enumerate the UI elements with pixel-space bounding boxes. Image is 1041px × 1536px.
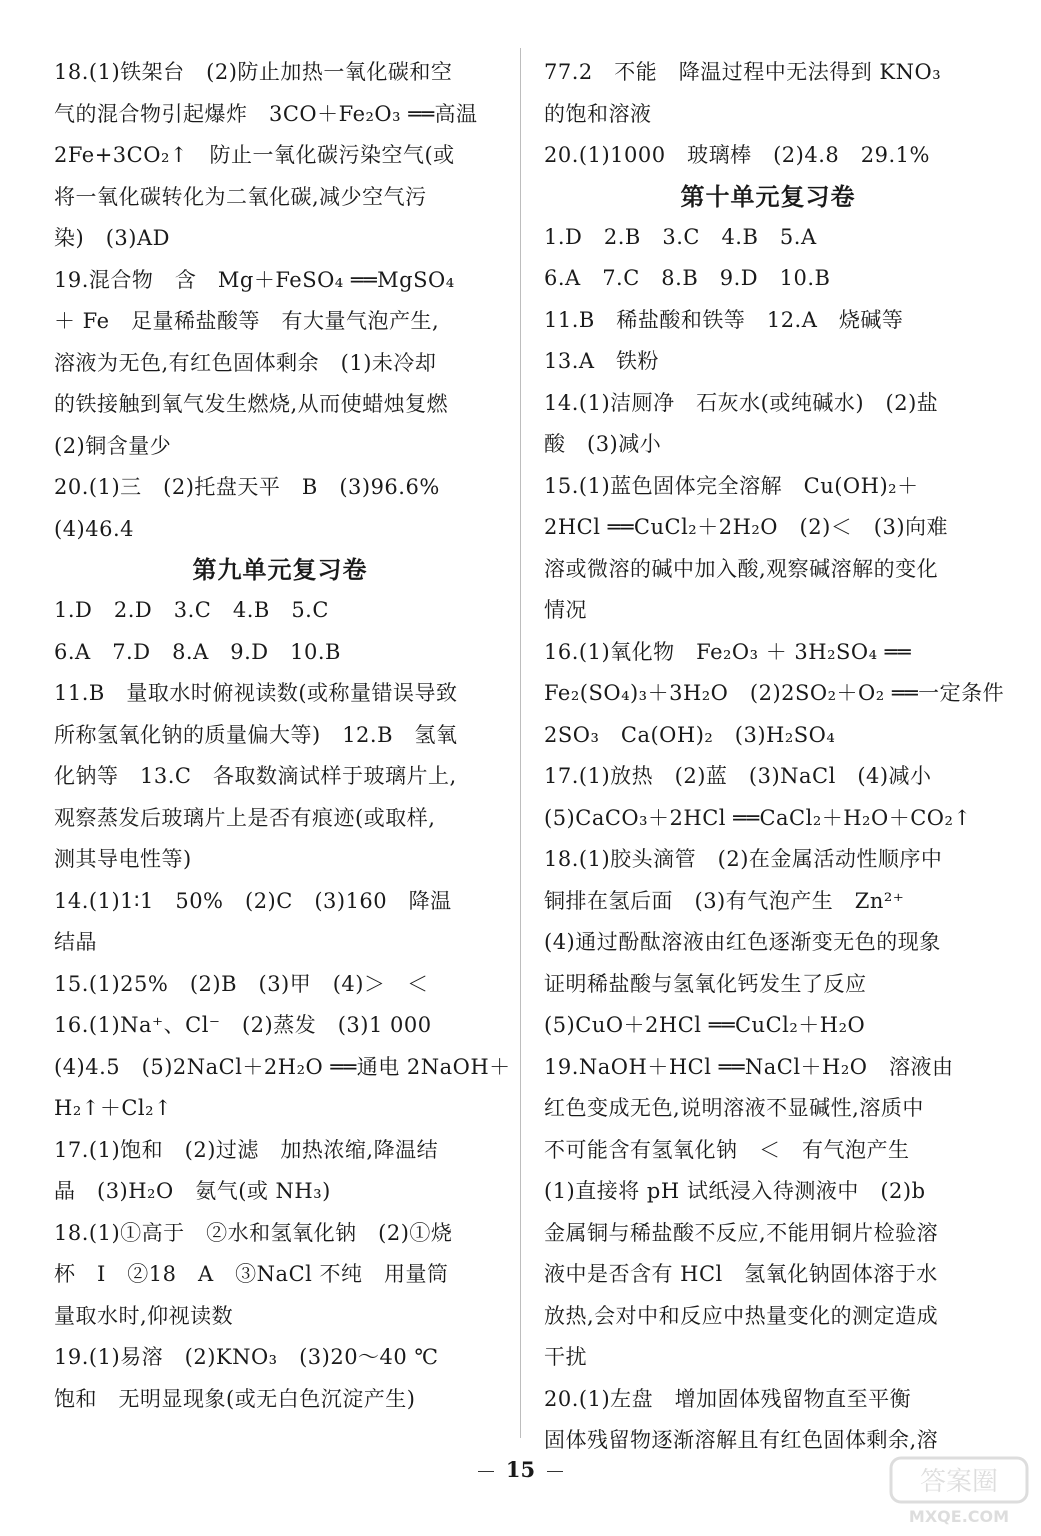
left-answers-unit8 [54, 52, 506, 550]
answer-line: (5)CuO＋2HCl ══CuCl₂＋H₂O [544, 1013, 866, 1037]
answer-line: 15.(1)25% (2)B (3)甲 (4)＞ ＜ [54, 971, 429, 996]
answer-line: 的铁接触到氧气发生燃烧,从而使蜡烛复燃 [54, 392, 449, 416]
answer-line: (4)4.5 (5)2NaCl＋2H₂O ══通电 2NaOH＋ [54, 1054, 511, 1079]
answer-line: 结晶 [54, 930, 97, 954]
answer-line: 测其导电性等) [54, 847, 192, 871]
answer-line: 17.(1)放热 (2)蓝 (3)NaCl (4)减小 [544, 764, 932, 788]
answer-line: 1.D 2.D 3.C 4.B 5.C [54, 598, 329, 622]
answer-line: 16.(1)Na⁺、Cl⁻ (2)蒸发 (3)1 000 [54, 1013, 432, 1037]
answer-line: 6.A 7.D 8.A 9.D 10.B [54, 639, 341, 664]
answer-line: 6.A 7.C 8.B 9.D 10.B [544, 266, 831, 290]
right-answers-unit9-cont [544, 52, 992, 177]
answer-line: 19.NaOH＋HCl ══NaCl＋H₂O 溶液由 [544, 1054, 954, 1079]
answer-line: (5)CaCO₃＋2HCl ══CaCl₂＋H₂O＋CO₂↑ [544, 805, 972, 830]
answer-line: 固体残留物逐渐溶解且有红色固体剩余,溶 [544, 1428, 939, 1452]
answer-line: 11.B 量取水时俯视读数(或称量错误导致 [54, 681, 458, 705]
answer-line: 气的混合物引起爆炸 3CO＋Fe₂O₃ ══高温 [54, 101, 478, 126]
answer-line: 酸 (3)减小 [544, 432, 662, 456]
answer-line: 2Fe+3CO₂↑ 防止一氧化碳污染空气(或 [54, 143, 455, 167]
watermark-text: 答案圈 [919, 1467, 999, 1497]
answer-line: 77.2 不能 降温过程中无法得到 KNO₃ [544, 60, 942, 84]
answer-line: 18.(1)铁架台 (2)防止加热一氧化碳和空 [54, 60, 453, 84]
answer-line: 证明稀盐酸与氢氧化钙发生了反应 [544, 971, 867, 996]
answer-line: 19.(1)易溶 (2)KNO₃ (3)20～40 ℃ [54, 1345, 439, 1369]
answer-line: 18.(1)①高于 ②水和氢氧化钠 (2)①烧 [54, 1220, 453, 1245]
answer-line: 19.混合物 含 Mg＋FeSO₄ ══MgSO₄ [54, 267, 455, 292]
answer-line: 晶 (3)H₂O 氨气(或 NH₃) [54, 1179, 331, 1203]
answer-line: 18.(1)胶头滴管 (2)在金属活动性顺序中 [544, 847, 943, 871]
answer-line: H₂↑＋Cl₂↑ [54, 1096, 173, 1120]
answer-line: 13.A 铁粉 [544, 349, 660, 373]
page-number-footer [0, 1457, 1041, 1482]
answer-line: 17.(1)饱和 (2)过滤 加热浓缩,降温结 [54, 1137, 439, 1162]
answer-line: 溶液为无色,有红色固体剩余 (1)未冷却 [54, 350, 437, 375]
answer-line: 所称氢氧化钠的质量偏大等) 12.B 氢氧 [54, 722, 458, 747]
answer-line: 饱和 无明显现象(或无白色沉淀产生) [54, 1386, 416, 1411]
column-divider [520, 48, 521, 1438]
answer-line: 15.(1)蓝色固体完全溶解 Cu(OH)₂＋ [544, 473, 919, 498]
answer-line: 14.(1)洁厕净 石灰水(或纯碱水) (2)盐 [544, 390, 939, 415]
answer-line: 不可能含有氢氧化钠 ＜ 有气泡产生 [544, 1137, 910, 1162]
answer-line: 16.(1)氧化物 Fe₂O₃ ＋ 3H₂SO₄ ══ [544, 639, 911, 664]
answer-line: 2HCl ══CuCl₂＋2H₂O (2)＜ (3)向难 [544, 515, 949, 539]
right-column [544, 52, 1005, 1462]
answer-line: 金属铜与稀盐酸不反应,不能用铜片检验溶 [544, 1220, 939, 1245]
answer-line: (4)通过酚酞溶液由红色逐渐变无色的现象 [544, 930, 941, 954]
footer-dash-left [478, 1471, 494, 1472]
answer-line: 20.(1)左盘 增加固体残留物直至平衡 [544, 1386, 912, 1411]
left-answers-unit9 [54, 590, 511, 1420]
answer-line: 量取水时,仰视读数 [54, 1303, 234, 1328]
answer-line: 20.(1)三 (2)托盘天平 B (3)96.6% [54, 475, 440, 499]
answer-line: (1)直接将 pH 试纸浸入待测液中 (2)b [544, 1179, 926, 1203]
answer-line: 染) (3)AD [54, 226, 170, 250]
answer-line: 20.(1)1000 玻璃棒 (2)4.8 29.1% [544, 143, 930, 167]
left-column [54, 52, 511, 1420]
answer-line: (2)铜含量少 [54, 433, 172, 458]
answer-line: 将一氧化碳转化为二氧化碳,减少空气污 [54, 184, 427, 209]
footer-dash-right [547, 1471, 563, 1472]
answer-line: Fe₂(SO₄)₃＋3H₂O (2)2SO₂＋O₂ ══一定条件 [544, 681, 1005, 705]
answer-line: 红色变成无色,说明溶液不显碱性,溶质中 [544, 1096, 924, 1120]
page-number: 15 [505, 1457, 536, 1482]
answer-line: 溶或微溶的碱中加入酸,观察碱溶解的变化 [544, 556, 939, 581]
watermark-logo [889, 1456, 1029, 1528]
right-answers-unit10 [544, 217, 1005, 1462]
answer-line: 化钠等 13.C 各取数滴试样于玻璃片上, [54, 764, 457, 788]
answer-line: 情况 [544, 598, 587, 622]
answer-line: 14.(1)1∶1 50% (2)C (3)160 降温 [54, 888, 452, 913]
answer-line: 铜排在氢后面 (3)有气泡产生 Zn²⁺ [544, 888, 905, 913]
watermark-url: MXQE.COM [908, 1507, 1010, 1526]
answer-line: 的饱和溶液 [544, 101, 652, 126]
answer-line: ＋ Fe 足量稀盐酸等 有大量气泡产生, [54, 309, 440, 333]
answer-line: 2SO₃ Ca(OH)₂ (3)H₂SO₄ [544, 722, 836, 747]
answer-line: 杯 Ⅰ ②18 A ③NaCl 不纯 用量筒 [54, 1262, 449, 1286]
answer-line: 观察蒸发后玻璃片上是否有痕迹(或取样, [54, 805, 436, 830]
unit9-heading: 第九单元复习卷 [192, 555, 368, 584]
unit10-heading: 第十单元复习卷 [680, 181, 856, 211]
answer-line: (4)46.4 [54, 516, 135, 541]
answer-line: 干扰 [544, 1345, 587, 1369]
answer-line: 液中是否含有 HCl 氢氧化钠固体溶于水 [544, 1262, 938, 1286]
answer-line: 放热,会对中和反应中热量变化的测定造成 [544, 1303, 939, 1328]
answer-line: 11.B 稀盐酸和铁等 12.A 烧碱等 [544, 307, 904, 332]
answer-line: 1.D 2.B 3.C 4.B 5.A [544, 224, 817, 249]
